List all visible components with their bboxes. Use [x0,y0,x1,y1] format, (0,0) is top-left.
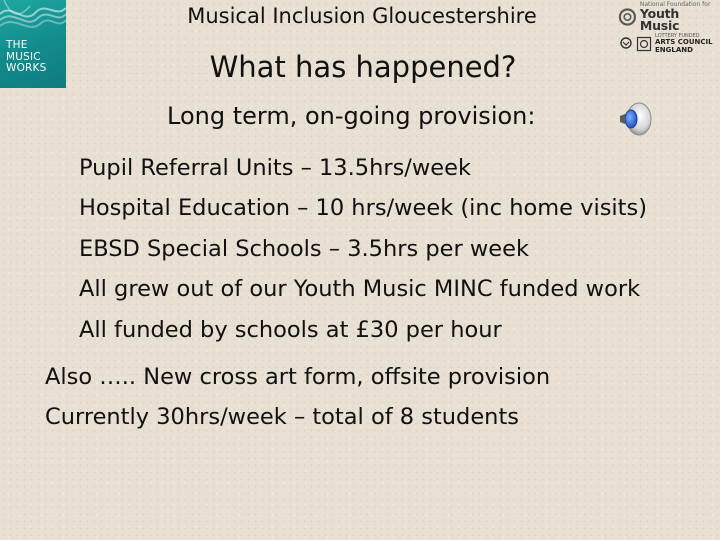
provision-list [79,148,647,350]
list-item: All funded by schools at £30 per hour [79,316,502,343]
youth-music-wordmark: Youth Music [639,5,680,33]
list-item: Pupil Referral Units – 13.5hrs/week [79,155,472,181]
speaker-icon[interactable] [617,100,655,138]
youth-music-logo [618,0,718,33]
arts-council-wordmark-1: ARTS COUNCIL [655,38,713,47]
also-line: Also ….. New cross art form, offsite provision [45,364,551,390]
slide-title: What has happened? [209,50,517,84]
currently-line: Currently 30hrs/week – total of 8 students [45,404,519,430]
arts-council-wordmark-2: ENGLAND [655,45,693,54]
youth-music-tagline: National Foundation for [639,0,711,8]
header-title: Musical Inclusion Gloucestershire [187,4,537,28]
also-section [45,357,550,437]
slide-subtitle: Long term, on-going provision: [167,102,536,130]
list-item: Hospital Education – 10 hrs/week (inc home visits) [79,195,648,222]
youth-music-icon [618,7,637,27]
funder-logos [618,0,718,54]
music-works-logo-text: THE MUSIC WORKS [6,39,47,74]
list-item: All grew out of our Youth Music MINC funded work [79,276,641,303]
lottery-funded-label: LOTTERY FUNDED [655,33,700,39]
list-item: EBSD Special Schools – 3.5hrs per week [79,235,530,262]
